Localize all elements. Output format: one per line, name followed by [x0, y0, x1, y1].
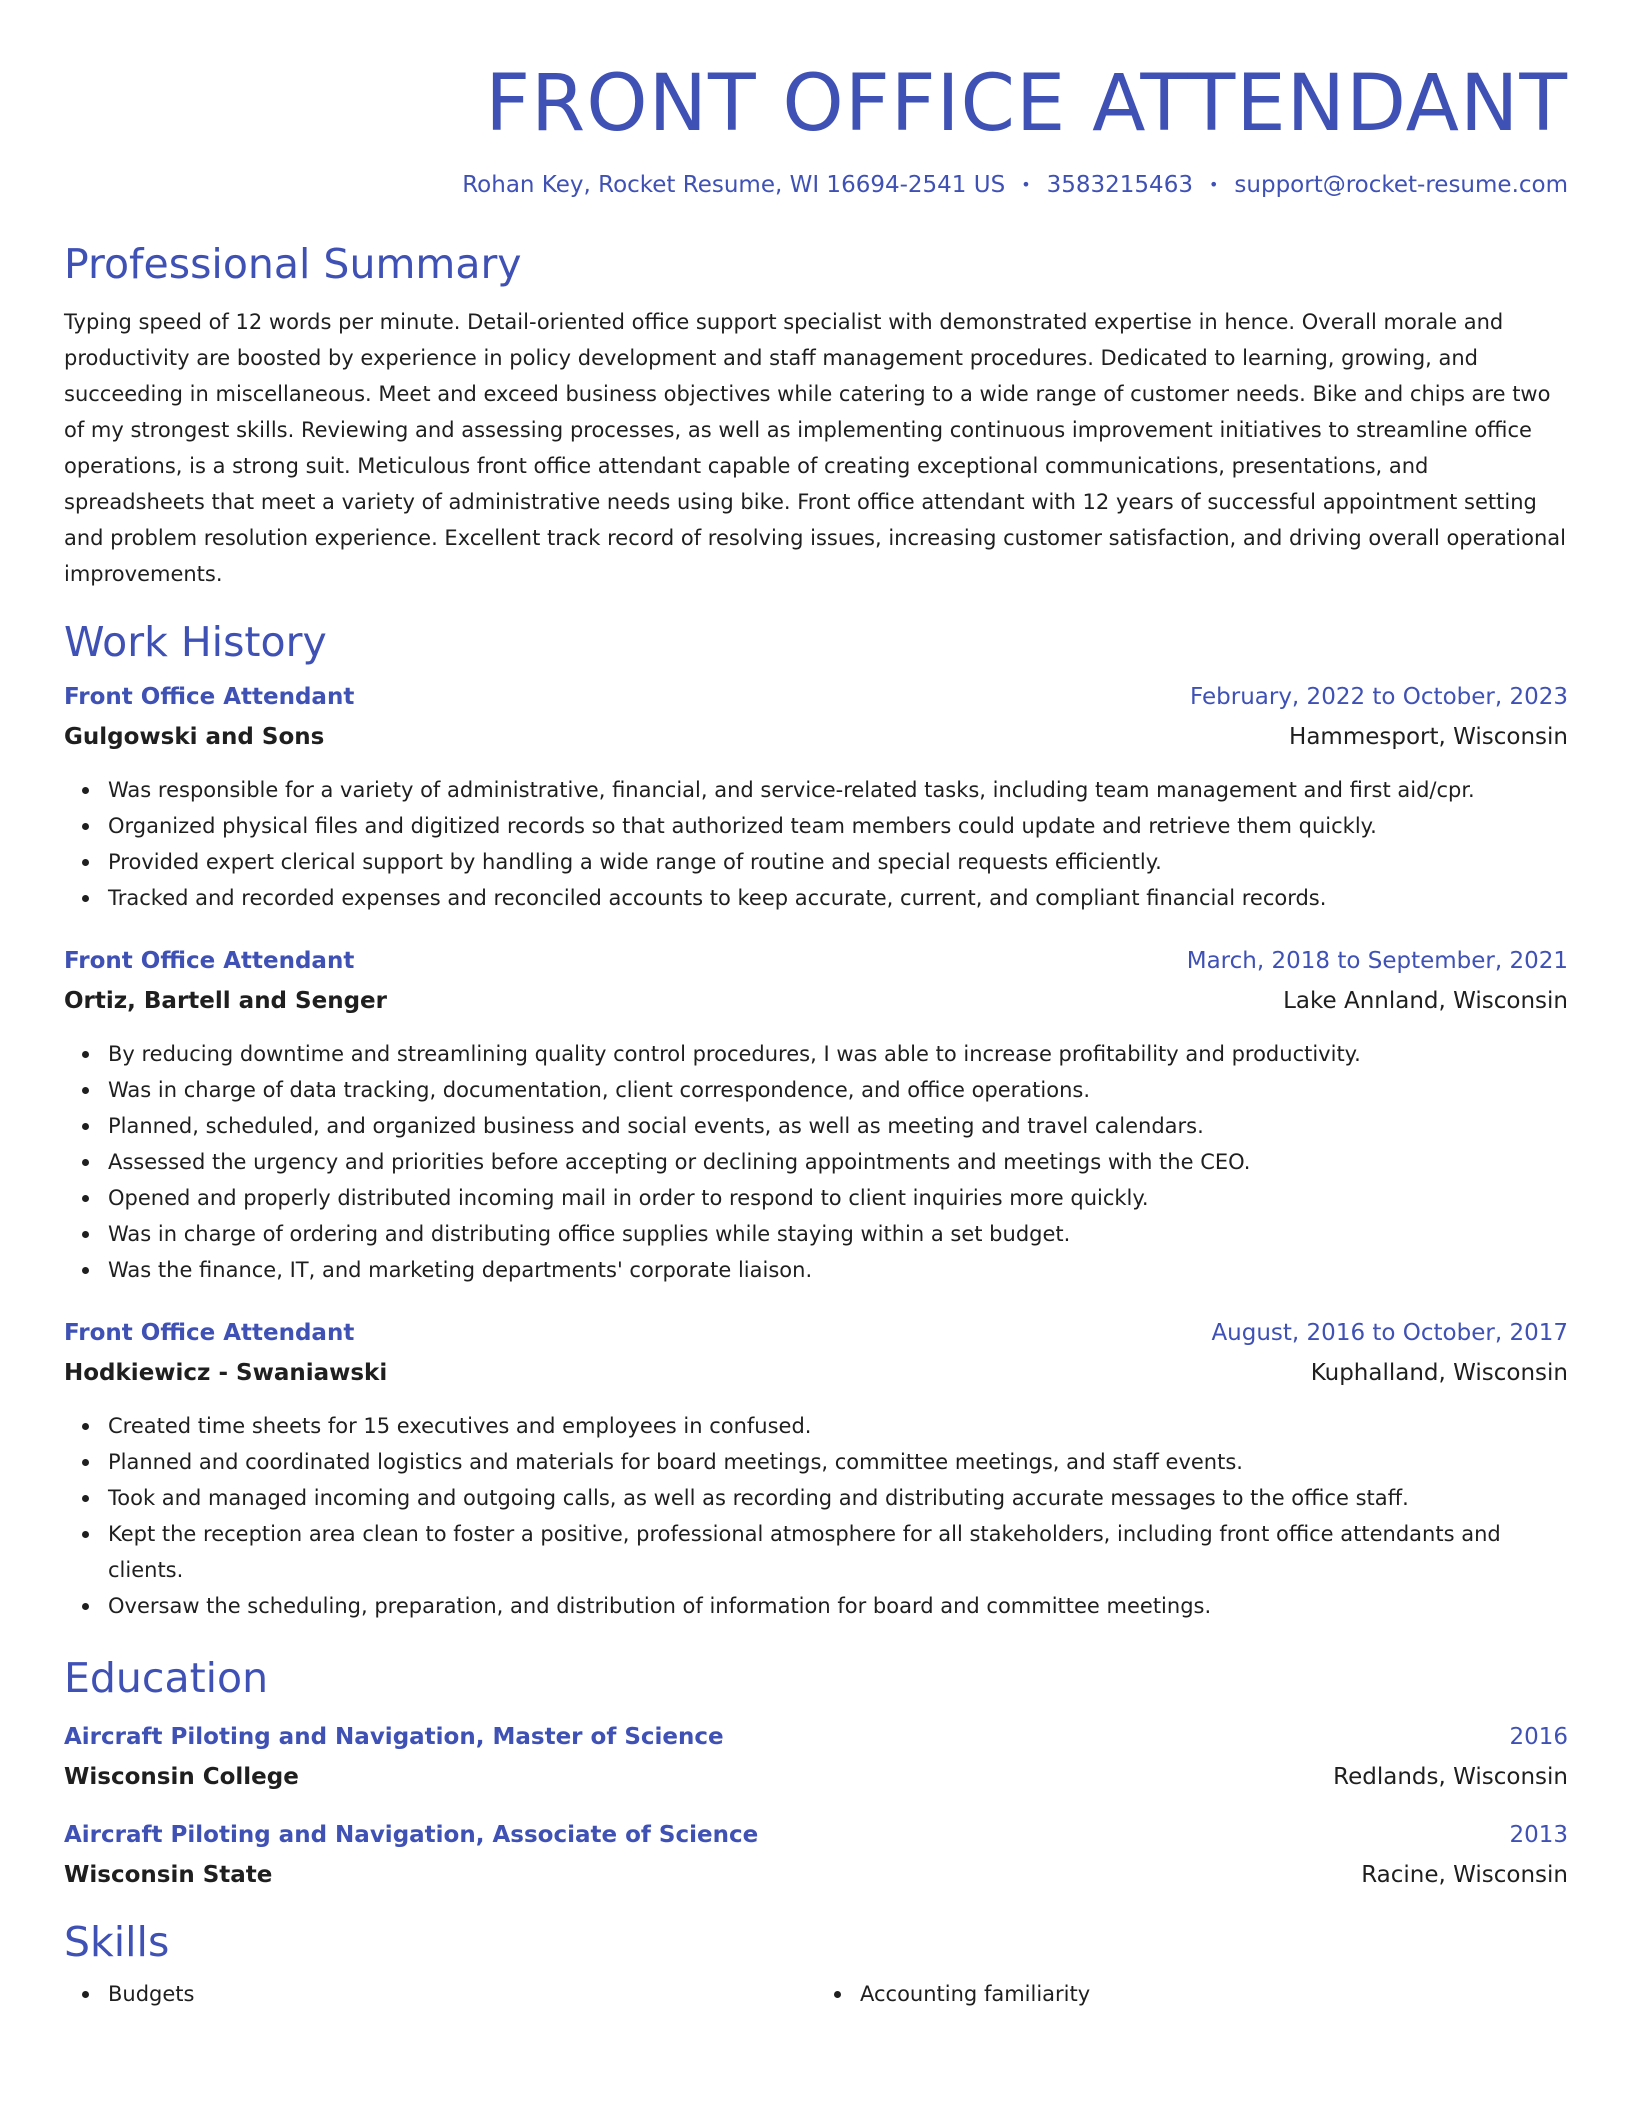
duty-item: Took and managed incoming and outgoing calls, as well as recording and distributing accurate messages to the office staff.: [108, 1480, 1568, 1516]
summary-heading: Professional Summary: [64, 240, 522, 288]
graduation-year: 2016: [1509, 1724, 1568, 1750]
job-company: Hodkiewicz - Swaniawski: [64, 1360, 388, 1386]
job-title: Front Office Attendant: [64, 1320, 355, 1346]
contact-email: support@rocket-resume.com: [1234, 172, 1568, 198]
school-location: Racine, Wisconsin: [1361, 1862, 1568, 1888]
duty-item: Opened and properly distributed incoming mail in order to respond to client inquiries more quickly.: [108, 1180, 1568, 1216]
skills-column-right: [816, 1976, 1568, 2012]
job-company: Ortiz, Bartell and Senger: [64, 988, 387, 1014]
skills-column-left: [64, 1976, 816, 2012]
job-title: Front Office Attendant: [64, 684, 355, 710]
skills-list: [64, 1976, 1568, 2012]
contact-address: Rohan Key, Rocket Resume, WI 16694-2541 US: [462, 172, 1006, 198]
job-duties: [64, 772, 1568, 916]
graduation-year: 2013: [1509, 1822, 1568, 1848]
job-duties: [64, 1408, 1568, 1624]
education-heading: Education: [64, 1654, 269, 1702]
school-name: Wisconsin College: [64, 1764, 299, 1790]
contact-separator: •: [1208, 175, 1219, 194]
skills-heading: Skills: [64, 1918, 170, 1966]
duty-item: Organized physical files and digitized records so that authorized team members could update and retrieve them quickly.: [108, 808, 1568, 844]
degree-title: Aircraft Piloting and Navigation, Associate of Science: [64, 1822, 759, 1848]
contact-line: [64, 170, 1568, 200]
resume-title: FRONT OFFICE ATTENDANT: [485, 59, 1568, 149]
job-dates: February, 2022 to October, 2023: [1190, 684, 1568, 710]
degree-title: Aircraft Piloting and Navigation, Master of Science: [64, 1724, 724, 1750]
duty-item: Was in charge of data tracking, documentation, client correspondence, and office operations.: [108, 1072, 1568, 1108]
school-location: Redlands, Wisconsin: [1333, 1764, 1568, 1790]
skill-item: Accounting familiarity: [860, 1976, 1568, 2012]
duty-item: Was in charge of ordering and distributing office supplies while staying within a set budget.: [108, 1216, 1568, 1252]
duty-item: Was the finance, IT, and marketing departments' corporate liaison.: [108, 1252, 1568, 1288]
duty-item: Tracked and recorded expenses and reconciled accounts to keep accurate, current, and compliant financial records.: [108, 880, 1568, 916]
duty-item: Oversaw the scheduling, preparation, and distribution of information for board and committee meetings.: [108, 1588, 1568, 1624]
summary-text: Typing speed of 12 words per minute. Detail-oriented office support specialist with demonstrated expertise in hence. Overall morale and productivity are boosted by experience in policy development and staff management procedures. Dedicated to learning, growing, and succeeding in miscellaneous. Meet and exceed business objectives while catering to a wide range of customer needs. Bike and chips are two of my strongest skills. Reviewing and assessing processes, as well as implementing continuous improvement initiatives to streamline office operations, is a strong suit. Meticulous front office attendant capable of creating exceptional communications, presentations, and spreadsheets that meet a variety of administrative needs using bike. Front office attendant with 12 years of successful appointment setting and problem resolution experience. Excellent track record of resolving issues, increasing customer satisfaction, and driving overall operational improvements.: [64, 310, 1566, 586]
duty-item: Planned, scheduled, and organized business and social events, as well as meeting and travel calendars.: [108, 1108, 1568, 1144]
school-name: Wisconsin State: [64, 1862, 273, 1888]
contact-separator: •: [1021, 175, 1031, 194]
work-history-heading: Work History: [64, 618, 327, 666]
duty-item: Created time sheets for 15 executives and employees in confused.: [108, 1408, 1568, 1444]
job-title: Front Office Attendant: [64, 948, 355, 974]
duty-item: Was responsible for a variety of administrative, financial, and service-related tasks, including team management and first aid/cpr.: [108, 772, 1568, 808]
job-location: Hammesport, Wisconsin: [1289, 724, 1568, 750]
duty-item: Kept the reception area clean to foster a positive, professional atmosphere for all stakeholders, including front office attendants and clients.: [108, 1516, 1568, 1588]
job-location: Kuphalland, Wisconsin: [1310, 1360, 1568, 1386]
education-entry: [64, 1820, 1568, 1890]
contact-phone: 3583215463: [1046, 172, 1193, 198]
job-company: Gulgowski and Sons: [64, 724, 325, 750]
job-dates: August, 2016 to October, 2017: [1211, 1320, 1568, 1346]
duty-item: By reducing downtime and streamlining quality control procedures, I was able to increase profitability and productivity.: [108, 1036, 1568, 1072]
education-entry: [64, 1722, 1568, 1792]
resume-page: [64, 0, 1568, 2012]
skill-item: Budgets: [108, 1976, 816, 2012]
duty-item: Provided expert clerical support by handling a wide range of routine and special requests efficiently.: [108, 844, 1568, 880]
job-entry: [64, 946, 1568, 1288]
job-dates: March, 2018 to September, 2021: [1186, 948, 1568, 974]
duty-item: Assessed the urgency and priorities before accepting or declining appointments and meetings with the CEO.: [108, 1144, 1568, 1180]
job-duties: [64, 1036, 1568, 1288]
job-entry: [64, 1318, 1568, 1624]
job-location: Lake Annland, Wisconsin: [1283, 988, 1568, 1014]
job-entry: [64, 682, 1568, 916]
duty-item: Planned and coordinated logistics and materials for board meetings, committee meetings, and staff events.: [108, 1444, 1568, 1480]
